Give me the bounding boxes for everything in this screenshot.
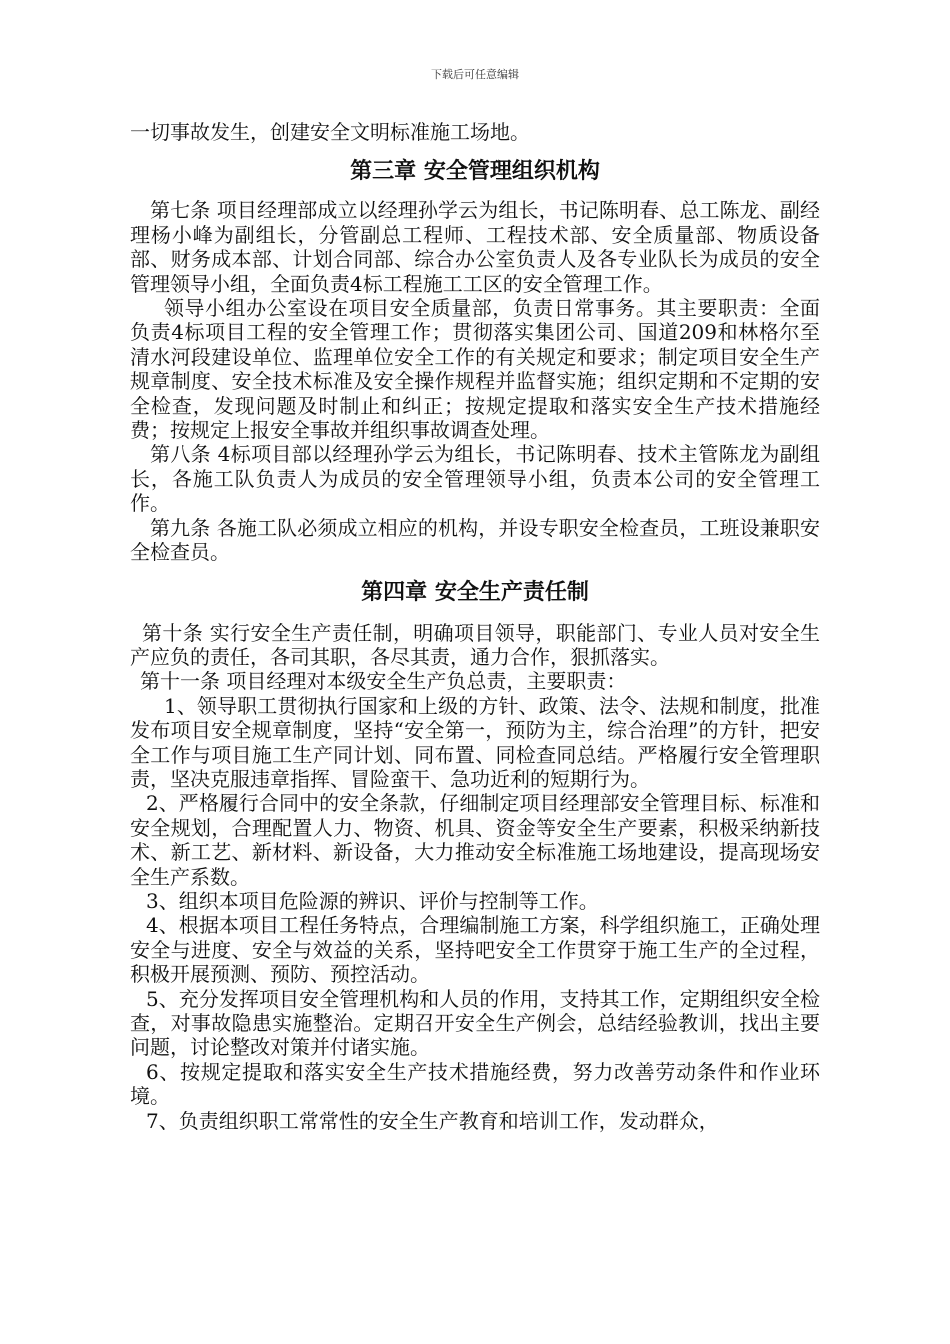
list-item: 2、严格履行合同中的安全条款，仔细制定项目经理部安全管理目标、标准和安全规划，合理配置人力、物资、机具、资金等安全生产要素，积极采纳新技术、新工艺、新材料、新设备，大力推动安全标准施工场地建设，提高现场安全生产系数。 <box>130 791 820 889</box>
list-item: 5、充分发挥项目安全管理机构和人员的作用，支持其工作，定期组织安全检查，对事故隐患实施整治。定期召开安全生产例会，总结经验教训，找出主要问题，讨论整改对策并付诸实施。 <box>130 986 820 1060</box>
paragraph: 第九条 各施工队必须成立相应的机构，并设专职安全检查员，工班设兼职安全检查员。 <box>130 515 820 565</box>
header-note: 下载后可任意编辑 <box>431 68 519 81</box>
paragraph: 第七条 项目经理部成立以经理孙学云为组长，书记陈明春、总工陈龙、副经理杨小峰为副组长，分管副总工程师、工程技术部、安全质量部、物质设备部、财务成本部、计划合同部、综合办公室负责人及各专业队长为成员的安全管理领导小组，全面负责4标工程施工工区的安全管理工作。 <box>130 198 820 296</box>
list-item: 3、组织本项目危险源的辨识、评价与控制等工作。 <box>146 888 599 913</box>
document-body <box>130 120 820 1133</box>
paragraph: 第八条 4标项目部以经理孙学云为组长，书记陈明春、技术主管陈龙为副组长，各施工队负责人为成员的安全管理领导小组，负责本公司的安全管理工作。 <box>130 442 820 516</box>
paragraph: 领导小组办公室设在项目安全质量部，负责日常事务。其主要职责：全面负责4标项目工程的安全管理工作；贯彻落实集团公司、国道209和林格尔至清水河段建设单位、监理单位安全工作的有关规定和要求；制定项目安全生产规章制度、安全技术标准及安全操作规程并监督实施；组织定期和不定期的安全检查，发现问题及时制止和纠正；按规定提取和落实安全生产技术措施经费；按规定上报安全事故并组织事故调查处理。 <box>130 296 820 443</box>
list-item: 4、根据本项目工程任务特点，合理编制施工方案，科学组织施工，正确处理安全与进度、安全与效益的关系，坚持吧安全工作贯穿于施工生产的全过程，积极开展预测、预防、预控活动。 <box>130 913 820 987</box>
chapter-title: 第三章 安全管理组织机构 <box>350 159 600 185</box>
list-item: 7、负责组织职工常常性的安全生产教育和培训工作，发动群众， <box>146 1108 719 1133</box>
paragraph: 第十条 实行安全生产责任制，明确项目领导，职能部门、专业人员对安全生产应负的责任，各司其职，各尽其责，通力合作，狠抓落实。 <box>130 620 820 669</box>
chapter-title: 第四章 安全生产责任制 <box>361 579 589 605</box>
paragraph: 一切事故发生，创建安全文明标准施工场地。 <box>130 120 530 144</box>
list-item: 1、领导职工贯彻执行国家和上级的方针、政策、法令、法规和制度，批准发布项目安全规章制度，坚持“安全第一，预防为主，综合治理”的方针，把安全工作与项目施工生产同计划、同布置、同检查同总结。严格履行安全管理职责，坚决克服违章指挥、冒险蛮干、急功近利的短期行为。 <box>130 693 820 791</box>
list-item: 6、按规定提取和落实安全生产技术措施经费，努力改善劳动条件和作业环境。 <box>130 1059 820 1109</box>
paragraph: 第十一条 项目经理对本级安全生产负总责，主要职责： <box>140 669 627 694</box>
